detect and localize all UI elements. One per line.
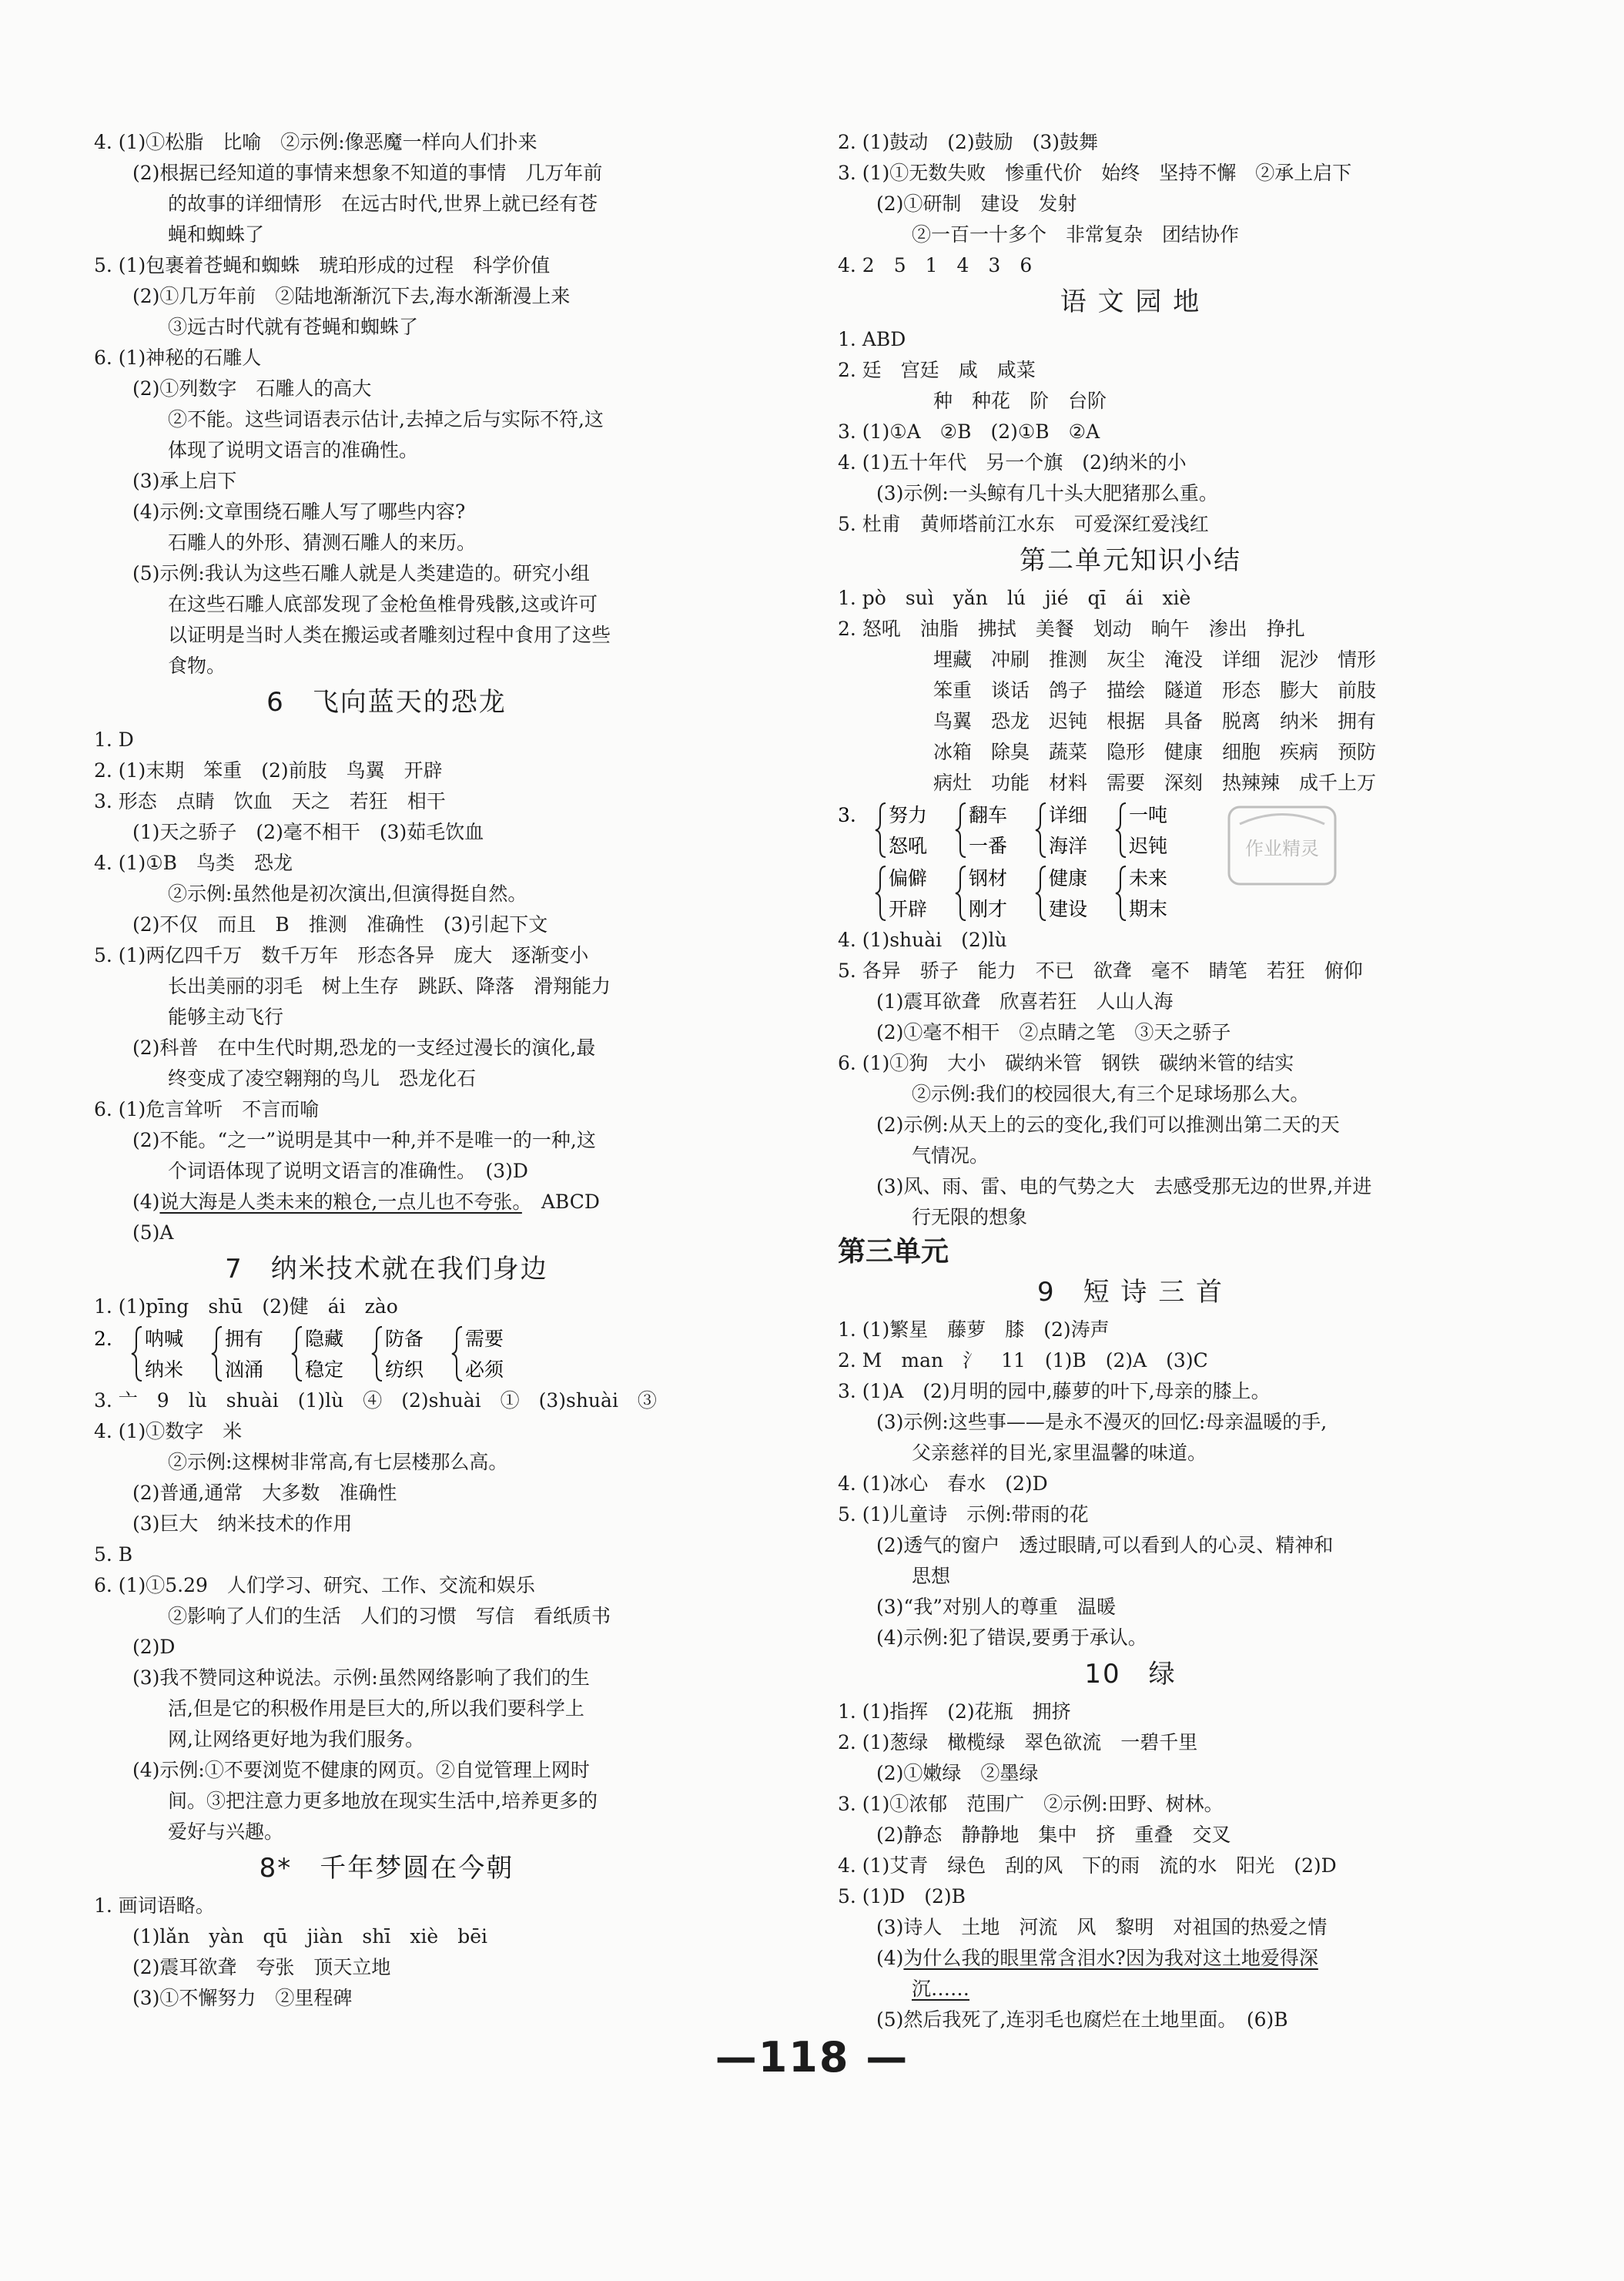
answer-line: 4. (1)①B 鸟类 恐龙 <box>94 852 293 874</box>
answer-line: 6. (1)危言耸听 不言而喻 <box>94 1098 320 1120</box>
answer-line: (2)①毫不相干 ②点睛之笔 ③天之骄子 <box>876 1021 1231 1043</box>
brace-word-group <box>94 1322 679 1385</box>
answer-line: 鸟翼 恐龙 迟钝 根据 具备 脱离 纳米 拥有 <box>933 710 1377 732</box>
brace-word: 呐喊 <box>145 1328 184 1350</box>
answer-line: 4. (1)①数字 米 <box>94 1420 243 1442</box>
answer-line: 2. 怒吼 油脂 拂拭 美餐 划动 晌午 渗出 挣扎 <box>838 618 1305 640</box>
brace-word: 纳米 <box>145 1358 184 1381</box>
section-title: 8* 千年梦圆在今朝 <box>259 1853 514 1884</box>
answer-line: 1. (1)指挥 (2)花瓶 拥挤 <box>838 1700 1071 1723</box>
answer-line: 父亲慈祥的目光,家里温馨的味道。 <box>912 1442 1207 1464</box>
brace-icon <box>452 1327 462 1381</box>
answer-line: (2)①研制 建设 发射 <box>876 193 1077 215</box>
answer-line: (3)“我”对别人的尊重 温暖 <box>876 1596 1116 1618</box>
answer-line: 2. (1)鼓动 (2)鼓励 (3)鼓舞 <box>838 131 1099 153</box>
brace-icon <box>132 1327 142 1381</box>
brace-word: 未来 <box>1129 867 1168 889</box>
answer-line: 5. B <box>94 1543 133 1566</box>
answer-line: 4. (1)冰心 春水 (2)D <box>838 1472 1048 1495</box>
answer-line: 4. (1)shuài (2)lù <box>838 929 1007 951</box>
answer-line: 3. (1)A (2)月明的园中,藤萝的叶下,母亲的膝上。 <box>838 1380 1271 1402</box>
answer-line: (2)普通,通常 大多数 准确性 <box>132 1482 397 1504</box>
brace-word: 翻车 <box>969 804 1008 826</box>
answer-line: ②影响了人们的生活 人们的习惯 写信 看纸质书 <box>168 1605 611 1627</box>
answer-line: 3. (1)①无数失败 惨重代价 始终 坚持不懈 ②承上启下 <box>838 162 1352 184</box>
section-title: 10 绿 <box>1084 1659 1177 1690</box>
answer-line: (2)①嫩绿 ②墨绿 <box>876 1762 1039 1784</box>
answer-line: (3)我不赞同这种说法。示例:虽然网络影响了我们的生 <box>132 1666 590 1689</box>
section-title: 语 文 园 地 <box>1060 286 1201 317</box>
answer-line: 体现了说明文语言的准确性。 <box>168 439 419 461</box>
answer-line: 冰箱 除臭 蔬菜 隐形 健康 细胞 疾病 预防 <box>933 741 1377 763</box>
answer-line: 以证明是当时人类在搬运或者雕刻过程中食用了这些 <box>168 624 611 646</box>
answer-line: 1. pò suì yǎn lú jié qī ái xiè <box>838 587 1191 609</box>
answer-line: (2)科普 在中生代时期,恐龙的一支经过漫长的演化,最 <box>132 1037 596 1059</box>
answer-line <box>838 1943 1423 1974</box>
answer-line: 长出美丽的羽毛 树上生存 跳跃、降落 滑翔能力 <box>168 975 611 997</box>
answer-suffix: ABCD <box>521 1191 600 1213</box>
answer-line: (2)不仅 而且 B 推测 准确性 (3)引起下文 <box>132 913 548 936</box>
answer-line: 2. (1)葱绿 橄榄绿 翠色欲流 一碧千里 <box>838 1731 1198 1753</box>
answer-line: 4. (1)艾青 绿色 刮的风 下的雨 流的水 阳光 (2)D <box>838 1854 1337 1877</box>
brace-word: 健康 <box>1049 867 1088 889</box>
answer-line: (5)然后我死了,连羽毛也腐烂在土地里面。 (6)B <box>876 2008 1288 2031</box>
section-title: 9 短 诗 三 首 <box>1036 1277 1224 1308</box>
answer-line: (3)承上启下 <box>132 470 237 492</box>
answer-line: 食物。 <box>168 655 226 677</box>
answer-line: (4)示例:文章围绕石雕人写了哪些内容? <box>132 501 466 523</box>
brace-icon <box>876 866 886 920</box>
answer-line: (3)诗人 土地 河流 风 黎明 对祖国的热爱之情 <box>876 1916 1328 1938</box>
answer-line: 5. 各异 骄子 能力 不已 欲聋 毫不 睛笔 若狂 俯仰 <box>838 960 1363 982</box>
answer-line: ②示例:我们的校园很大,有三个足球场那么大。 <box>912 1083 1310 1105</box>
page-number: —118 — <box>715 2033 909 2082</box>
answer-line: (2)震耳欲聋 夸张 顶天立地 <box>132 1956 391 1978</box>
brace-word: 拥有 <box>225 1328 264 1350</box>
brace-word: 防备 <box>385 1328 424 1350</box>
answer-line: 1. (1)pīng shū (2)健 ái zào <box>94 1295 398 1318</box>
brace-word: 稳定 <box>305 1358 344 1381</box>
answer-line: (2)不能。“之一”说明是其中一种,并不是唯一的一种,这 <box>132 1129 596 1151</box>
answer-line <box>838 1974 1423 2005</box>
answer-line: 2. 廷 宫廷 咸 咸菜 <box>838 359 1036 381</box>
answer-line: 3. 亠 9 lù shuài (1)lù ④ (2)shuài ① (3)shuài ③ <box>94 1389 657 1412</box>
answer-line: 5. (1)D (2)B <box>838 1885 966 1908</box>
answer-line: 能够主动飞行 <box>168 1006 284 1028</box>
answer-line: 笨重 谈话 鸽子 描绘 隧道 形态 膨大 前肢 <box>933 679 1377 702</box>
answer-line: 终变成了凌空翱翔的鸟儿 恐龙化石 <box>168 1067 477 1090</box>
answer-line: 5. (1)两亿四千万 数千万年 形态各异 庞大 逐渐变小 <box>94 944 589 966</box>
answer-line: (2)①列数字 石雕人的高大 <box>132 377 372 400</box>
answer-line: (3)示例:这些事——是永不漫灭的回忆:母亲温暖的手, <box>876 1411 1328 1433</box>
underlined-sentence: 说大海是人类未来的粮仓,一点儿也不夸张。 <box>159 1191 522 1213</box>
answer-line: 4. 2 5 1 4 3 6 <box>838 254 1033 276</box>
answer-line: 1. D <box>94 729 134 751</box>
answer-line: 4. (1)①松脂 比喻 ②示例:像恶魔一样向人们扑来 <box>94 131 537 153</box>
answer-line: 石雕人的外形、猜测石雕人的来历。 <box>168 531 477 554</box>
question-number: 2. <box>94 1328 112 1350</box>
answer-line: (3)风、雨、雷、电的气势之大 去感受那无边的世界,并进 <box>876 1175 1372 1197</box>
answer-line: ②一百一十多个 非常复杂 团结协作 <box>912 223 1240 246</box>
brace-word: 详细 <box>1049 804 1088 826</box>
brace-icon <box>956 803 966 857</box>
answer-line: 活,但是它的积极作用是巨大的,所以我们要科学上 <box>168 1697 584 1720</box>
brace-word: 隐藏 <box>305 1328 344 1350</box>
brace-icon <box>1116 866 1126 920</box>
answer-line: 行无限的想象 <box>912 1206 1028 1228</box>
answer-line: (4)示例:犯了错误,要勇于承认。 <box>876 1626 1147 1649</box>
brace-word: 一番 <box>969 835 1008 857</box>
brace-word: 需要 <box>465 1328 504 1350</box>
answer-line: (3)巨大 纳米技术的作用 <box>132 1512 353 1535</box>
answer-line: (1)lǎn yàn qū jiàn shī xiè bēi <box>132 1925 488 1948</box>
answer-line: 网,让网络更好地为我们服务。 <box>168 1728 424 1750</box>
answer-line: (2)透气的窗户 透过眼睛,可以看到人的心灵、精神和 <box>876 1534 1334 1556</box>
answer-line: 1. (1)繁星 藤萝 膝 (2)涛声 <box>838 1318 1110 1341</box>
answer-prefix: (4) <box>876 1947 904 1969</box>
answer-line: 在这些石雕人底部发现了金枪鱼椎骨残骸,这或许可 <box>168 593 598 615</box>
answer-line: 爱好与兴趣。 <box>168 1820 284 1843</box>
brace-word: 开辟 <box>889 898 928 920</box>
right-column <box>838 127 1423 2035</box>
section-title: 6 飞向蓝天的恐龙 <box>266 687 507 718</box>
answer-line: 气情况。 <box>912 1144 989 1167</box>
stamp-label: 作业精灵 <box>1245 838 1319 859</box>
brace-word: 怒吼 <box>889 835 928 857</box>
question-number: 3. <box>838 804 856 826</box>
answer-line: (4)示例:①不要浏览不健康的网页。②自觉管理上网时 <box>132 1759 590 1781</box>
answer-line: ②不能。这些词语表示估计,去掉之后与实际不符,这 <box>168 408 604 430</box>
answer-line: ③远古时代就有苍蝇和蜘蛛了 <box>168 316 419 338</box>
answer-line: 2. M man 氵 11 (1)B (2)A (3)C <box>838 1349 1208 1372</box>
brace-word: 偏僻 <box>889 867 928 889</box>
answer-line: ②示例:虽然他是初次演出,但演得挺自然。 <box>168 883 527 905</box>
brace-icon <box>212 1327 222 1381</box>
answer-line: 5. 杜甫 黄师塔前江水东 可爱深红爱浅红 <box>838 513 1209 535</box>
answer-line: 1. ABD <box>838 328 906 350</box>
answer-line: 间。③把注意力更多地放在现实生活中,培养更多的 <box>168 1790 598 1812</box>
brace-icon <box>1036 803 1046 857</box>
answer-line: 1. 画词语略。 <box>94 1894 215 1917</box>
answer-line: (2)静态 静静地 集中 挤 重叠 交叉 <box>876 1824 1231 1846</box>
unit-heading: 第三单元 <box>838 1236 949 1268</box>
answer-line: (2)D <box>132 1636 176 1658</box>
brace-word: 钢材 <box>969 867 1008 889</box>
underlined-sentence: 为什么我的眼里常含泪水?因为我对这土地爱得深 <box>903 1947 1318 1969</box>
answer-line: 蝇和蜘蛛了 <box>168 223 265 246</box>
answer-line: 思想 <box>912 1565 951 1587</box>
brace-icon <box>292 1327 302 1381</box>
homework-stamp-icon <box>1224 801 1340 892</box>
answer-line: (2)根据已经知道的事情来想象不知道的事情 几万年前 <box>132 162 603 184</box>
answer-line: (2)示例:从天上的云的变化,我们可以推测出第二天的天 <box>876 1114 1340 1136</box>
brace-word: 建设 <box>1049 898 1088 920</box>
brace-icon <box>1036 866 1046 920</box>
answer-line: (3)示例:一头鲸有几十头大肥猪那么重。 <box>876 482 1218 504</box>
answer-line: (5)示例:我认为这些石雕人就是人类建造的。研究小组 <box>132 562 590 584</box>
brace-word: 汹涌 <box>225 1358 264 1381</box>
brace-word: 海洋 <box>1049 835 1088 857</box>
brace-word: 纺织 <box>385 1358 424 1381</box>
left-column <box>94 127 679 2014</box>
answer-line: (1)天之骄子 (2)毫不相干 (3)茹毛饮血 <box>132 821 484 843</box>
brace-icon <box>372 1327 382 1381</box>
answer-line: (2)①几万年前 ②陆地渐渐沉下去,海水渐渐漫上来 <box>132 285 571 307</box>
answer-line: 个词语体现了说明文语言的准确性。 (3)D <box>168 1160 528 1182</box>
brace-word: 刚才 <box>969 898 1008 920</box>
brace-word: 必须 <box>465 1358 504 1381</box>
answer-line <box>94 1187 679 1218</box>
answer-line: (3)①不懈努力 ②里程碑 <box>132 1987 353 2009</box>
answer-line: 的故事的详细情形 在远古时代,世界上就已经有苍 <box>168 193 598 215</box>
answer-line: 病灶 功能 材料 需要 深刻 热辣辣 成千上万 <box>933 772 1377 794</box>
section-title: 第二单元知识小结 <box>1020 545 1241 576</box>
answer-line: 3. 形态 点睛 饮血 天之 若狂 相干 <box>94 790 446 812</box>
brace-word: 期末 <box>1129 898 1168 920</box>
brace-icon <box>876 803 886 857</box>
underlined-sentence: 沉…… <box>912 1978 970 2000</box>
answer-line: 5. (1)儿童诗 示例:带雨的花 <box>838 1503 1089 1526</box>
brace-word: 努力 <box>889 804 928 826</box>
brace-icon <box>956 866 966 920</box>
answer-line: (5)A <box>132 1221 174 1244</box>
answer-line: 种 种花 阶 台阶 <box>933 390 1107 412</box>
answer-line: 3. (1)①浓郁 范围广 ②示例:田野、树林。 <box>838 1793 1224 1815</box>
answer-line: 6. (1)神秘的石雕人 <box>94 347 262 369</box>
section-title: 7 纳米技术就在我们身边 <box>225 1254 548 1285</box>
answer-line: 2. (1)末期 笨重 (2)前肢 鸟翼 开辟 <box>94 759 443 782</box>
brace-word: 一吨 <box>1129 804 1168 826</box>
brace-icon <box>1116 803 1126 857</box>
answer-line: 4. (1)五十年代 另一个旗 (2)纳米的小 <box>838 451 1187 474</box>
answer-line: (1)震耳欲聋 欣喜若狂 人山人海 <box>876 990 1174 1013</box>
answer-line: 5. (1)包裹着苍蝇和蜘蛛 琥珀形成的过程 科学价值 <box>94 254 551 276</box>
answer-line: 3. (1)①A ②B (2)①B ②A <box>838 420 1100 443</box>
answer-line: 6. (1)①狗 大小 碳纳米管 钢铁 碳纳米管的结实 <box>838 1052 1294 1074</box>
answer-line: ②示例:这棵树非常高,有七层楼那么高。 <box>168 1451 508 1473</box>
answer-line: 6. (1)①5.29 人们学习、研究、工作、交流和娱乐 <box>94 1574 535 1596</box>
answer-line: 埋藏 冲刷 推测 灰尘 淹没 详细 泥沙 情形 <box>933 648 1377 671</box>
answer-prefix: (4) <box>132 1191 160 1213</box>
brace-word: 迟钝 <box>1129 835 1168 857</box>
